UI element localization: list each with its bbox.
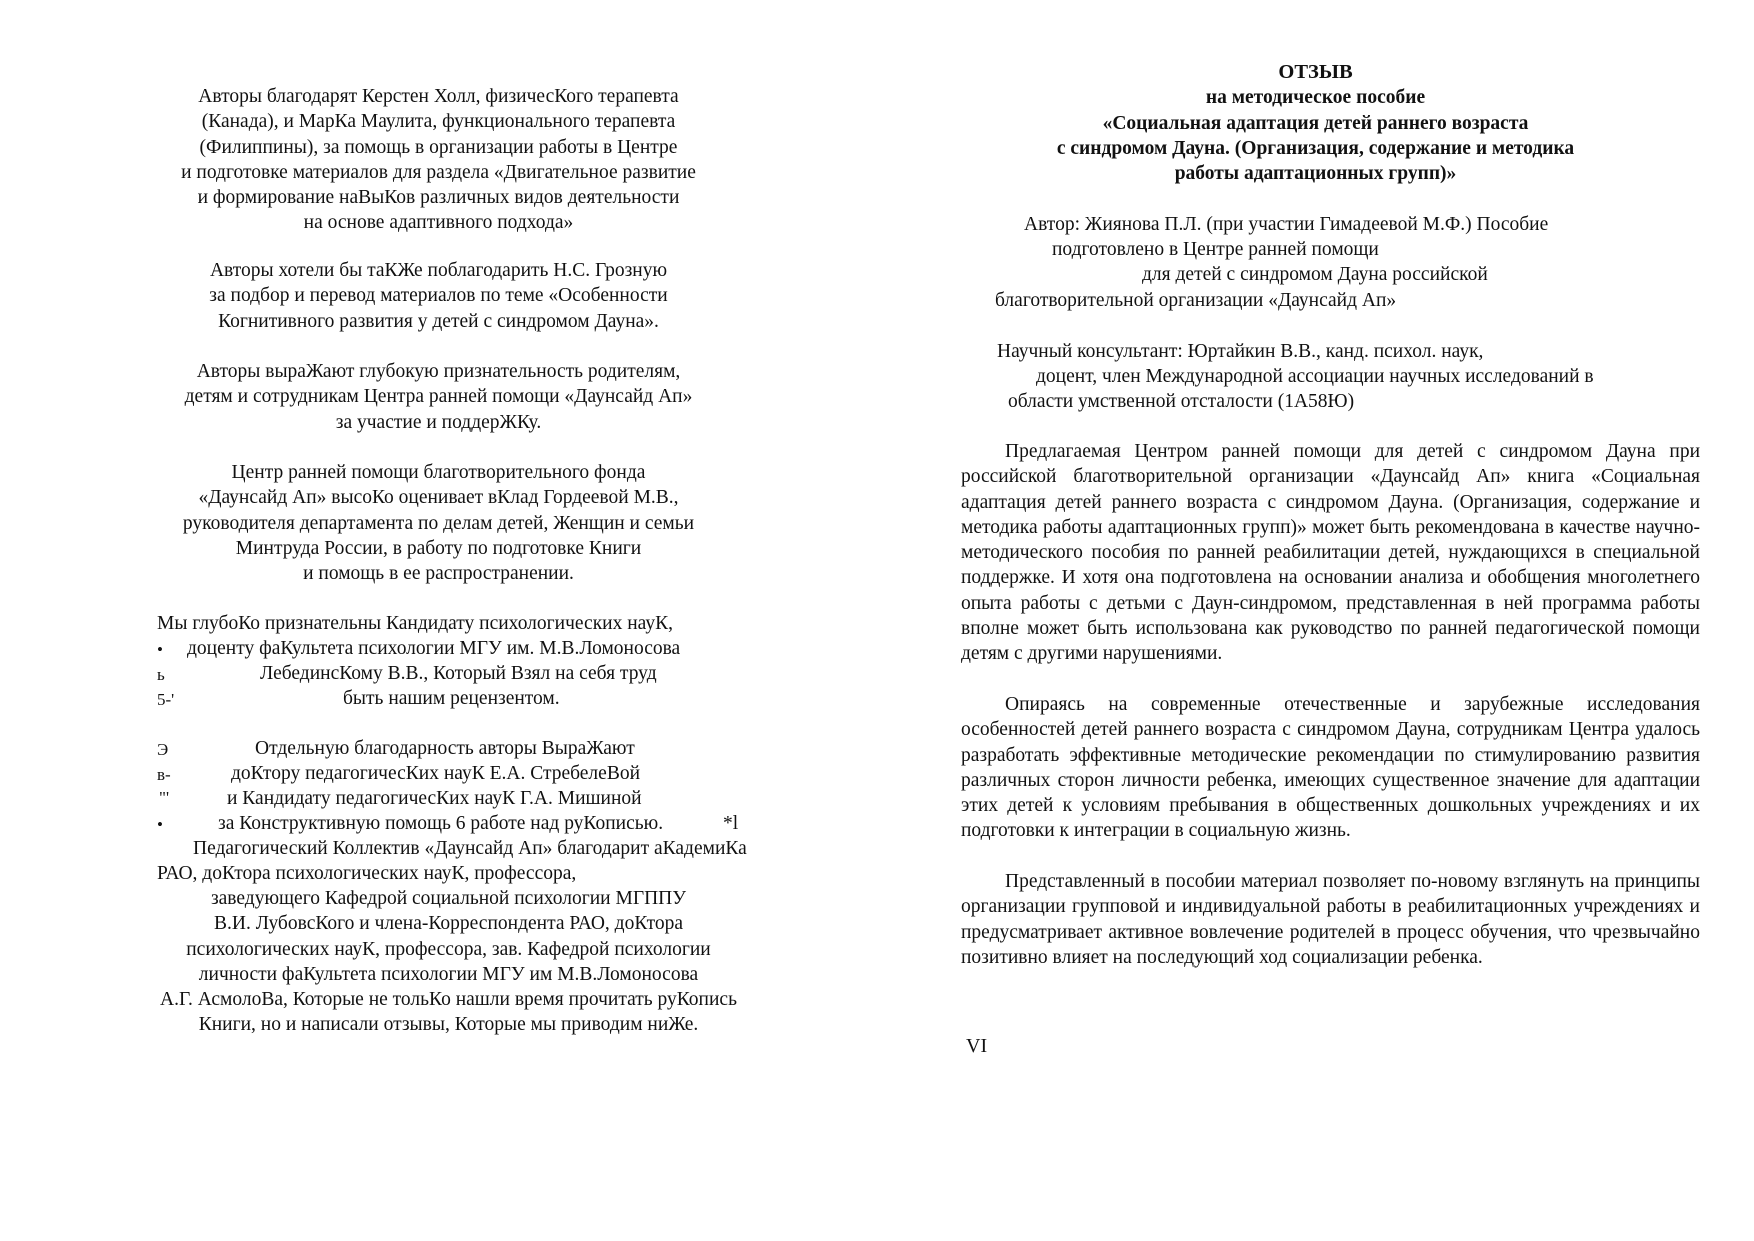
text-line: Когнитивного развития у детей с синдромом Дауна». bbox=[218, 310, 659, 332]
text-line: (Канада), и МарКа Маулита, функционального терапевта bbox=[201, 111, 676, 133]
text-line: ЛебединсКому В.В., Который Взял на себя труд bbox=[260, 663, 657, 684]
acknowledgement-therapists bbox=[0, 84, 877, 236]
text-line: руководителя департамента по делам детей, Женщин и семьи bbox=[182, 512, 695, 534]
acknowledgement-parents bbox=[0, 359, 877, 435]
text-line: психологических науК, профессора, зав. Кафедрой психологии bbox=[186, 938, 711, 960]
margin-mark: • bbox=[157, 640, 163, 659]
margin-mark: 5-' bbox=[157, 690, 175, 709]
author-line: благотворительной организации «Даунсайд Ап» bbox=[995, 290, 1397, 311]
text-line: Отдельную благодарность авторы ВыраЖают bbox=[255, 738, 635, 759]
right-page bbox=[877, 0, 1754, 1241]
review-paragraph bbox=[961, 692, 1700, 844]
text-line: заведующего Кафедрой социальной психологии МГППУ bbox=[210, 888, 687, 909]
text-line: А.Г. АсмолоВа, Которые не тольКо нашли время прочитать руКопись bbox=[160, 989, 737, 1011]
text-line: Педагогический Коллектив «Даунсайд Ап» благодарит аКадемиКа bbox=[193, 838, 747, 859]
margin-mark: ь bbox=[157, 665, 165, 684]
margin-mark: *l bbox=[723, 813, 739, 834]
text-line: Книги, но и написали отзывы, Которые мы приводим ниЖе. bbox=[198, 1014, 699, 1036]
consultant-line: области умственной отсталости (1А58Ю) bbox=[1008, 391, 1355, 412]
paragraph-text: Опираясь на современные отечественные и зарубежные исследования особенностей детей раннего возраста с синдромом Дауна, сотрудникам Центра удалось разработать эффективные методические рекомендации по стимулированию развития различных сторон личности ребенка, имеющих существенное значение для адаптации этих детей к условиям пребывания в общественных дошкольных учреждениях и их подготовки к интеграции в социальную жизнь. bbox=[961, 694, 1700, 842]
page-number: VI bbox=[966, 1035, 988, 1057]
acknowledgement-translation bbox=[0, 258, 877, 334]
text-line: быть нашим рецензентом. bbox=[343, 688, 560, 709]
author-line: подготовлено в Центре ранней помощи bbox=[1052, 239, 1379, 260]
text-line: и помощь в ее распространении. bbox=[303, 563, 574, 585]
review-title bbox=[877, 60, 1754, 186]
margin-mark: • bbox=[157, 815, 163, 834]
text-line: личности фаКультета психологии МГУ им М.В.Ломоносова bbox=[198, 963, 699, 985]
text-line: Минтруда России, в работу по подготовке Книги bbox=[235, 537, 642, 559]
text-line: доценту фаКультета психологии МГУ им. М.В.Ломоносова bbox=[187, 638, 681, 659]
text-line: и подготовке материалов для раздела «Двигательное развитие bbox=[181, 161, 696, 183]
consultant-line: доцент, член Международной ассоциации научных исследований в bbox=[1036, 366, 1594, 387]
title-line: с синдромом Дауна. (Организация, содержание и методика bbox=[1056, 137, 1575, 159]
title-line: «Социальная адаптация детей раннего возраста bbox=[1102, 112, 1529, 134]
text-line: и формирование наВыКов различных видов деятельности bbox=[197, 187, 680, 209]
review-paragraph bbox=[961, 439, 1700, 667]
consultant-line: Научный консультант: Юртайкин В.В., канд. психол. наук, bbox=[997, 341, 1484, 362]
margin-mark: в- bbox=[157, 765, 171, 784]
margin-mark: Э bbox=[157, 740, 169, 759]
text-line: за Конструктивную помощь 6 работе над руКописью. bbox=[218, 813, 664, 834]
margin-mark: "' bbox=[159, 788, 170, 807]
text-line: Авторы хотели бы таКЖе поблагодарить Н.С. Грозную bbox=[209, 260, 668, 281]
text-line: за подбор и перевод материалов по теме «Особенности bbox=[209, 285, 668, 307]
review-paragraph bbox=[961, 869, 1700, 970]
text-line: (Филиппины), за помощь в организации работы в Центре bbox=[199, 136, 678, 158]
title-line: работы адаптационных групп)» bbox=[1174, 163, 1457, 185]
review-heading: ОТЗЫВ bbox=[1278, 61, 1353, 83]
text-line: В.И. ЛубовсКого и члена-Корреспондента РАО, доКтора bbox=[213, 913, 684, 935]
acknowledgement-gordeeva bbox=[0, 460, 877, 586]
text-line: Мы глубоКо признательны Кандидату психологических науК, bbox=[157, 613, 673, 634]
text-line: доКтору педагогичесКих науК Е.А. СтребелеВой bbox=[231, 763, 641, 784]
paragraph-text: Предлагаемая Центром ранней помощи для детей с синдромом Дауна при российской благотворительной организации «Даунсайд Ап» книга «Социальная адаптация детей раннего возраста с синдромом Дауна. (Организация, содержание и методика работы адаптационных групп)» может быть рекомендована в качестве научно-методического пособия по ранней реабилитации детей, нуждающихся в специальной поддержке. И хотя она подготовлена на основании анализа и обобщения многолетнего опыта работы с детьми с Даун-синдромом, представленная в ней программа работы вполне может быть использована как руководство по ранней педагогической помощи детям с другими нарушениями. bbox=[961, 441, 1700, 665]
text-line: на основе адаптивного подхода» bbox=[303, 212, 574, 234]
text-line: Центр ранней помощи благотворительного фонда bbox=[231, 462, 646, 483]
acknowledgement-reviewers bbox=[0, 886, 897, 1038]
author-line: Автор: Жиянова П.Л. (при участии Гимадеевой М.Ф.) Пособие bbox=[1024, 214, 1549, 235]
text-line: детям и сотрудникам Центра ранней помощи «Даунсайд Ап» bbox=[184, 386, 693, 408]
author-line: для детей с синдромом Дауна российской bbox=[1142, 264, 1488, 285]
text-line: РАО, доКтора психологических науК, профессора, bbox=[157, 863, 577, 884]
text-line: «Даунсайд Ап» высоКо оценивает вКлад Гордеевой М.В., bbox=[198, 487, 679, 509]
text-line: за участие и поддерЖКу. bbox=[335, 411, 542, 433]
text-line: Авторы благодарят Керстен Холл, физичесКого терапевта bbox=[198, 86, 679, 107]
title-line: на методическое пособие bbox=[1205, 87, 1426, 109]
text-line: и Кандидату педагогичесКих науК Г.А. Мишиной bbox=[227, 788, 642, 809]
text-line: Авторы выраЖают глубокую признательность родителям, bbox=[196, 361, 681, 382]
paragraph-text: Представленный в пособии материал позволяет по-новому взглянуть на принципы организации групповой и индивидуальной работы в реабилитационных учреждениях и предусматривает активное вовлечение родителей в процесс обучения, что чрезвычайно позитивно влияет на последующий ход социализации ребенка. bbox=[961, 871, 1700, 968]
